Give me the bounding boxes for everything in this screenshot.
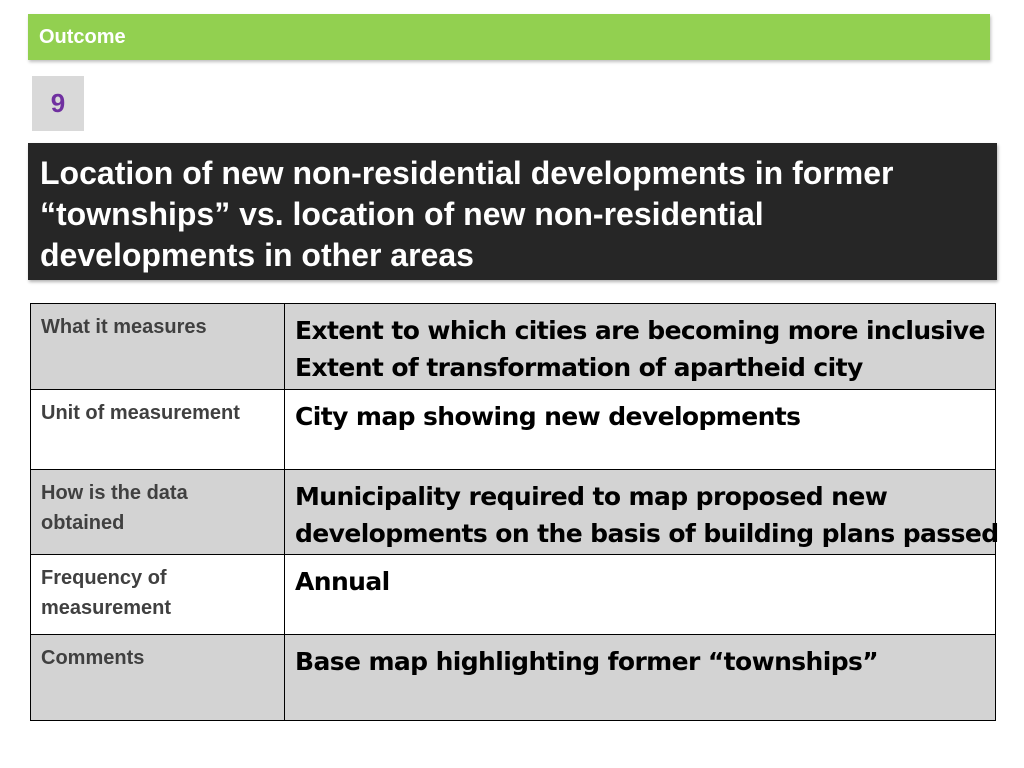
row-value xyxy=(285,470,999,555)
slide-title-line: developments in other areas xyxy=(40,237,474,273)
row-label: How is the data obtained xyxy=(31,470,285,555)
row-value-line: Base map highlighting former “townships” xyxy=(295,647,879,676)
row-value-line: Municipality required to map proposed new xyxy=(295,482,888,511)
table-row xyxy=(31,470,996,555)
table-row xyxy=(31,390,996,470)
indicator-number: 9 xyxy=(50,88,66,118)
row-value-line: City map showing new developments xyxy=(295,402,801,431)
slide-title-box xyxy=(28,143,997,280)
row-label: Unit of measurement xyxy=(31,390,285,470)
row-value xyxy=(285,390,996,470)
slide-title-line: “townships” vs. location of new non-residential xyxy=(40,196,764,232)
outcome-label: Outcome xyxy=(39,26,126,48)
row-value xyxy=(285,304,996,390)
row-label: Frequency of measurement xyxy=(31,555,285,635)
row-value xyxy=(285,555,996,635)
row-value-line: Extent to which cities are becoming more inclusive xyxy=(295,316,985,345)
row-value-line: Extent of transformation of apartheid city xyxy=(295,353,863,382)
indicator-number-badge xyxy=(32,76,84,131)
table-row xyxy=(31,304,996,390)
table-row xyxy=(31,635,996,721)
indicator-table xyxy=(30,303,999,721)
row-label: Comments xyxy=(31,635,285,721)
row-value-line: developments on the basis of building plans passed xyxy=(295,519,999,548)
slide-title-line: Location of new non-residential developments in former xyxy=(40,155,894,191)
outcome-bar xyxy=(28,14,990,60)
row-value xyxy=(285,635,996,721)
table-row xyxy=(31,555,996,635)
row-label: What it measures xyxy=(31,304,285,390)
row-value-line: Annual xyxy=(295,567,390,596)
